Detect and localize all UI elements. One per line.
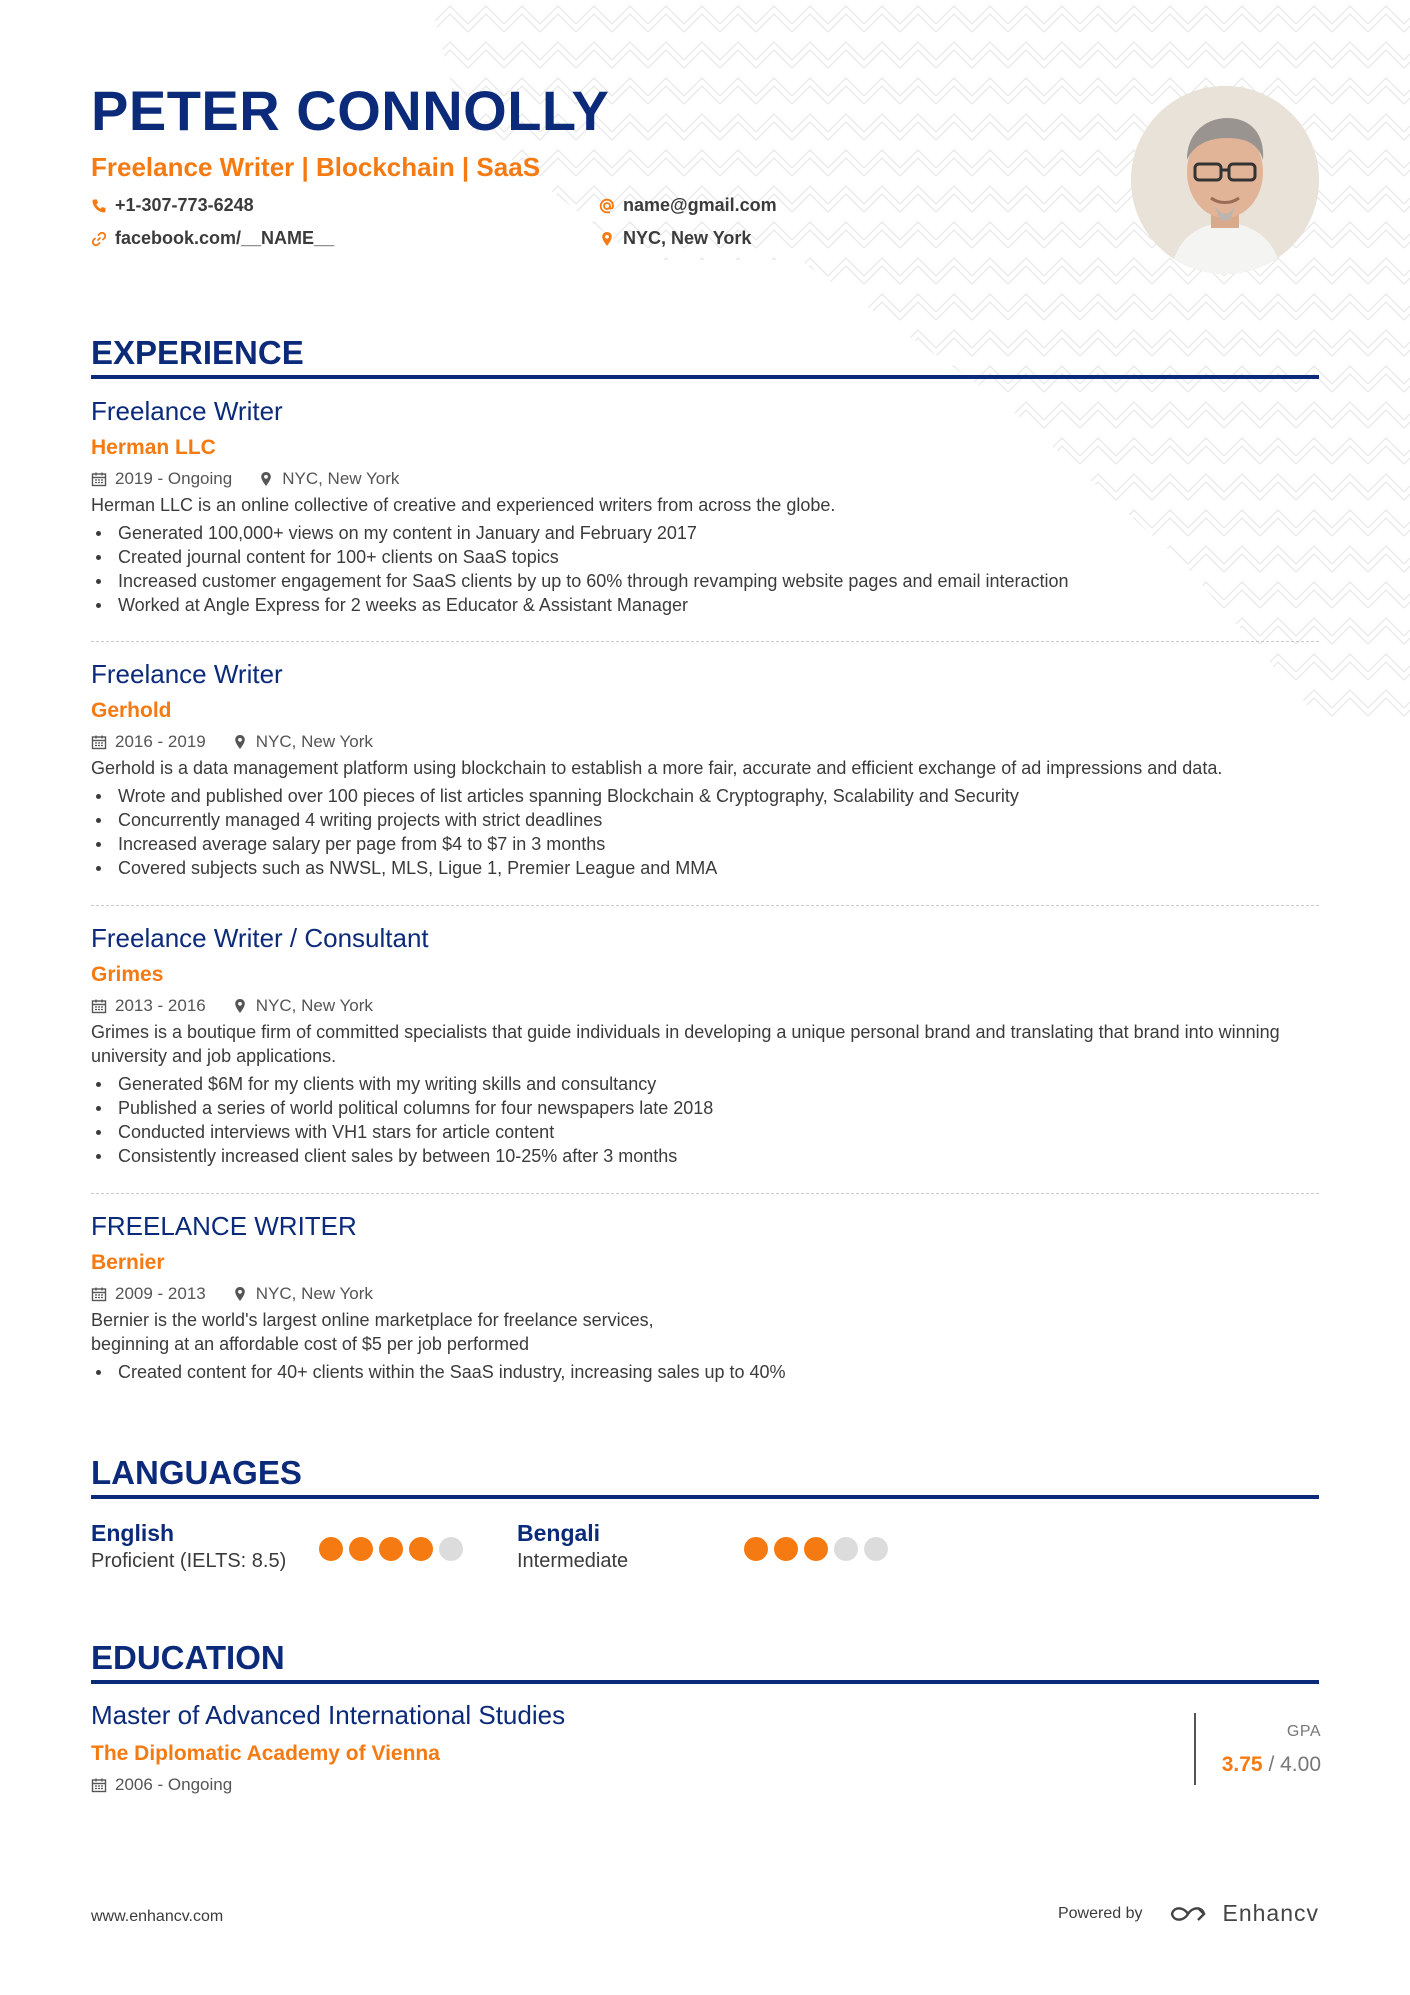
rating-dot-filled [744,1537,768,1561]
phone-text: +1-307-773-6248 [115,195,254,215]
job-company: Bernier [91,1251,165,1274]
map-pin-icon [258,471,274,487]
job-divider [91,641,1319,642]
rating-dot-empty [864,1537,888,1561]
bullet-item: Created content for 40+ clients within the SaaS industry, increasing sales up to 40% [91,1360,1319,1384]
job-dates: 2013 - 2016 [115,996,206,1015]
job-location [232,731,373,753]
bullet-item: Created journal content for 100+ clients on SaaS topics [91,545,1319,569]
phone-icon [91,198,107,214]
bullet-item: Covered subjects such as NWSL, MLS, Ligue 1, Premier League and MMA [91,856,1319,880]
rating-dot-empty [439,1537,463,1561]
job-meta [91,468,1319,490]
language-level: Intermediate [517,1550,629,1572]
experience-heading: EXPERIENCE [91,334,304,371]
job-title: Freelance Writer / Consultant [91,923,429,953]
rating-dot-empty [834,1537,858,1561]
rating-dot-filled [349,1537,373,1561]
gpa-box [1194,1713,1321,1785]
job-dates: 2019 - Ongoing [115,469,233,488]
edu-dates [91,1775,232,1795]
gpa-label: GPA [1286,1723,1321,1740]
job-description-line: beginning at an affordable cost of $5 per job performed [91,1334,529,1354]
job-company: Grimes [91,963,164,986]
job-entry [91,922,1319,1168]
job-meta [91,1283,1319,1305]
job-divider [91,905,1319,906]
language-rating [744,1537,888,1561]
language-name: English [91,1520,175,1546]
languages-rule [91,1495,1319,1499]
headline: Freelance Writer | Blockchain | SaaS [91,152,541,182]
job-description-line: Bernier is the world's largest online marketplace for freelance services, [91,1310,654,1330]
candidate-name: PETER CONNOLLY [91,79,610,142]
job-location [232,995,373,1017]
bullet-item: Worked at Angle Express for 2 weeks as Educator & Assistant Manager [91,593,1319,617]
job-entry [91,658,1319,880]
education-heading: EDUCATION [91,1639,285,1676]
contact-location [599,228,751,249]
job-dates: 2016 - 2019 [115,732,206,751]
education-rule [91,1680,1319,1684]
job-bullets [91,1360,1319,1384]
job-description: Grimes is a boutique firm of committed specialists that guide individuals in developing a unique personal brand and translating that brand into winning university and job applications. [91,1022,1280,1066]
job-location-text: NYC, New York [255,996,373,1015]
at-icon [599,198,615,214]
gpa-value [1222,1753,1321,1777]
rating-dot-filled [804,1537,828,1561]
calendar-icon [91,471,107,487]
job-location-text: NYC, New York [255,1284,373,1303]
contact-email[interactable] [599,195,777,216]
edu-dates-text: 2006 - Ongoing [115,1775,233,1794]
bullet-item: Generated 100,000+ views on my content in January and February 2017 [91,521,1319,545]
job-meta [91,995,1319,1017]
job-company: Herman LLC [91,436,216,459]
job-dates: 2009 - 2013 [115,1284,206,1303]
job-bullets [91,521,1319,617]
bullet-item: Published a series of world political columns for four newspapers late 2018 [91,1096,1319,1120]
calendar-icon [91,1777,107,1793]
language-level: Proficient (IELTS: 8.5) [91,1550,287,1572]
footer-website-link[interactable]: www.enhancv.com [91,1908,224,1925]
bullet-item: Generated $6M for my clients with my writing skills and consultancy [91,1072,1319,1096]
rating-dot-filled [319,1537,343,1561]
bullet-item: Concurrently managed 4 writing projects with strict deadlines [91,808,1319,832]
job-divider [91,1193,1319,1194]
job-bullets [91,784,1319,880]
job-location [232,1283,373,1305]
job-location [258,468,399,490]
gpa-separator: / [1262,1753,1281,1776]
gpa-max: 4.00 [1280,1753,1321,1776]
job-title: FREELANCE WRITER [91,1211,357,1241]
job-title: Freelance Writer [91,659,283,689]
job-bullets [91,1072,1319,1168]
job-location-text: NYC, New York [255,732,373,751]
link-icon [91,231,107,247]
language-rating [319,1537,463,1561]
email-text: name@gmail.com [623,195,777,215]
bullet-item: Increased customer engagement for SaaS clients by up to 60% through revamping website pages and email interaction [91,569,1319,593]
language-name: Bengali [517,1520,601,1546]
calendar-icon [91,734,107,750]
edu-school: The Diplomatic Academy of Vienna [91,1742,440,1765]
bullet-item: Increased average salary per page from $4 to $7 in 3 months [91,832,1319,856]
job-entry [91,395,1319,617]
calendar-icon [91,998,107,1014]
footer-branding[interactable] [1058,1900,1319,1927]
job-entry [91,1210,1319,1384]
edu-degree: Master of Advanced International Studies [91,1700,566,1730]
link-text: facebook.com/__NAME__ [115,228,335,248]
gpa-score: 3.75 [1221,1753,1263,1776]
job-description: Gerhold is a data management platform using blockchain to establish a more fair, accurate and efficient exchange of ad impressions and data. [91,758,1223,778]
job-title: Freelance Writer [91,396,283,426]
job-description: Herman LLC is an online collective of creative and experienced writers from across the globe. [91,495,836,515]
contact-link[interactable] [91,228,334,249]
map-pin-icon [232,1286,248,1302]
job-company: Gerhold [91,699,172,722]
map-pin-icon [232,734,248,750]
location-text: NYC, New York [623,228,752,248]
contact-phone[interactable] [91,195,254,216]
portrait-image [1131,86,1319,274]
calendar-icon [91,1286,107,1302]
languages-heading: LANGUAGES [91,1454,302,1491]
job-meta [91,731,1319,753]
rating-dot-filled [774,1537,798,1561]
experience-rule [91,375,1319,379]
map-pin-icon [232,998,248,1014]
map-pin-icon [599,231,615,247]
rating-dot-filled [409,1537,433,1561]
brand-name: Enhancv [1222,1900,1319,1926]
profile-photo [1131,86,1319,274]
bullet-item: Conducted interviews with VH1 stars for article content [91,1120,1319,1144]
resume-page [91,0,1319,1995]
enhancv-logo-icon [1168,1903,1208,1925]
job-location-text: NYC, New York [282,469,400,488]
powered-by-text: Powered by [1057,1904,1143,1922]
bullet-item: Consistently increased client sales by between 10-25% after 3 months [91,1144,1319,1168]
bullet-item: Wrote and published over 100 pieces of list articles spanning Blockchain & Cryptography, Scalability and Security [91,784,1319,808]
rating-dot-filled [379,1537,403,1561]
